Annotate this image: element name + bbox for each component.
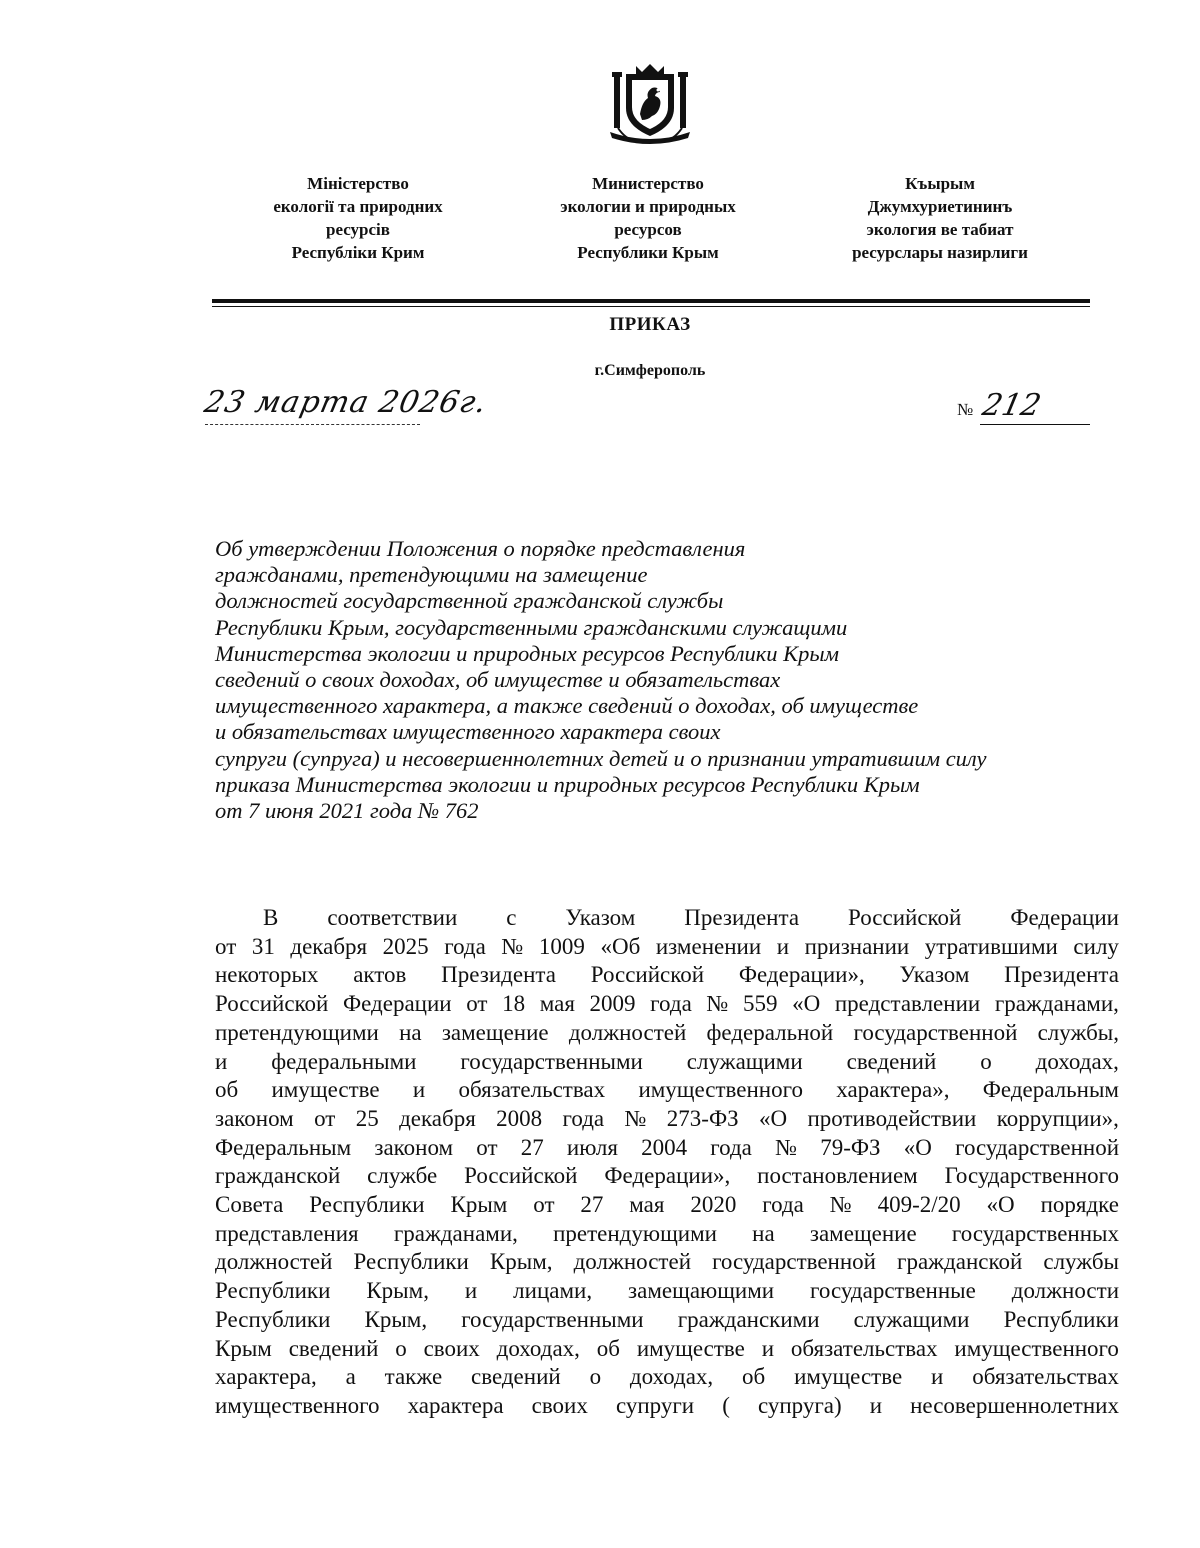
body-line-words	[215, 1363, 1119, 1392]
body-word: замещение	[809, 1220, 917, 1246]
body-word: службы	[1043, 1249, 1119, 1275]
body-line	[215, 1363, 1119, 1392]
body-word: государственными	[460, 1048, 643, 1074]
body-word: некоторых	[215, 962, 319, 988]
body-word: 2004	[641, 1134, 688, 1160]
body-word: года	[762, 1192, 804, 1218]
body-word: о	[980, 1048, 992, 1074]
body-word: федеральной	[706, 1019, 834, 1045]
body-word: Крым,	[366, 1278, 429, 1304]
body-word: государственной	[955, 1134, 1119, 1160]
body-word: Республики	[309, 1192, 425, 1218]
subject-line: супруги (супруга) и несовершеннолетних детей и о признании утратившим силу	[215, 745, 987, 771]
subject-line: от 7 июня 2021 года № 762	[215, 798, 479, 824]
body-word: постановлением	[757, 1163, 918, 1189]
body-word: Президента	[684, 905, 800, 930]
body-word: Государственного	[944, 1163, 1119, 1189]
body-line	[215, 1335, 1119, 1364]
body-word: от	[314, 1105, 336, 1131]
body-word: служащими	[686, 1048, 803, 1074]
subject-line: имущественного характера, а также сведений о доходах, об имуществе	[215, 693, 919, 719]
body-line-words	[215, 1392, 1119, 1421]
body-line-words	[215, 1076, 1119, 1105]
body-word: №	[706, 991, 729, 1017]
body-word: признании	[804, 933, 910, 959]
body-word: имуществе	[271, 1077, 380, 1103]
body-word: 27	[580, 1192, 604, 1218]
body-word: мая	[629, 1192, 665, 1218]
ministry-name-crimean-tatar: Къырым Джумхуриетининъ экология ве табиат ресурслары назирлиги	[852, 174, 1028, 262]
body-word: 1009	[538, 933, 585, 959]
body-line	[215, 1019, 1119, 1048]
body-word: июля	[566, 1134, 618, 1160]
body-word: Республики	[215, 1278, 331, 1304]
body-word: характера	[407, 1392, 504, 1418]
body-word: 18	[502, 991, 526, 1017]
body-word: силу	[1073, 933, 1119, 959]
body-word: с	[506, 905, 517, 930]
document-type-title: ПРИКАЗ	[609, 314, 691, 335]
body-line-words	[215, 1048, 1119, 1077]
body-word: сведений	[471, 1364, 561, 1390]
body-line-words	[215, 990, 1119, 1019]
body-word: характера,	[215, 1364, 317, 1390]
body-word: должностей	[568, 1019, 687, 1045]
body-line-words	[215, 1019, 1119, 1048]
body-word: года	[710, 1134, 752, 1160]
body-line-words	[215, 1248, 1119, 1277]
body-word: гражданами,	[393, 1220, 518, 1246]
body-line	[215, 904, 1119, 933]
body-line-words	[215, 1335, 1119, 1364]
body-line	[215, 1134, 1119, 1163]
body-word: Российской	[590, 962, 705, 988]
body-word: «Об	[600, 933, 641, 959]
body-word: замещение	[441, 1019, 549, 1045]
order-body	[215, 904, 1119, 1421]
body-word: на	[752, 1220, 775, 1246]
body-line-words	[215, 933, 1119, 962]
body-word: мая	[539, 991, 575, 1017]
body-word: должности	[1011, 1278, 1119, 1304]
body-word: супруга)	[757, 1392, 842, 1418]
body-word: Президента	[441, 962, 556, 988]
body-word: «О	[986, 1192, 1015, 1218]
header-divider-thin	[212, 306, 1090, 307]
body-word: В	[263, 905, 279, 930]
body-word: 27	[520, 1134, 544, 1160]
date-underline	[205, 424, 420, 426]
body-word: законом	[374, 1134, 454, 1160]
subject-line: гражданами, претендующими на замещение	[215, 562, 648, 588]
body-word: «О	[903, 1134, 932, 1160]
body-word: Российской	[848, 905, 962, 930]
body-word: должностей	[215, 1249, 333, 1275]
body-word: Российской	[215, 991, 329, 1017]
body-word: 2009	[589, 991, 636, 1017]
body-word: декабря	[399, 1105, 476, 1131]
body-word: о	[589, 1364, 602, 1390]
ministry-name-ukrainian: Міністерство екології та природних ресурсів Республіки Крим	[273, 174, 443, 262]
body-word: об	[596, 1335, 620, 1361]
body-word: гражданскими	[677, 1306, 820, 1332]
body-word: о	[395, 1335, 407, 1361]
body-word: актов	[353, 962, 407, 988]
body-line	[215, 1220, 1119, 1249]
body-word: об	[742, 1364, 766, 1390]
coat-of-arms-icon	[608, 62, 692, 146]
body-word: (	[722, 1392, 730, 1418]
body-word: претендующими	[215, 1019, 379, 1045]
body-word: доходах,	[496, 1335, 580, 1361]
body-word: представлении	[834, 991, 981, 1017]
body-word: государственные	[810, 1278, 976, 1304]
body-word: службе	[367, 1163, 438, 1189]
body-word: 31	[251, 933, 275, 959]
body-word: обязательствах	[458, 1077, 606, 1103]
body-word: государственной	[853, 1019, 1018, 1045]
body-word: доходах,	[629, 1364, 714, 1390]
body-word: а	[345, 1364, 356, 1390]
body-line-words	[215, 1277, 1119, 1306]
body-word: №	[775, 1134, 798, 1160]
handwritten-number: 212	[979, 388, 1044, 423]
body-word: имущественного	[638, 1077, 803, 1103]
subject-line: приказа Министерства экологии и природных ресурсов Республики Крым	[215, 771, 920, 797]
number-label: №	[957, 400, 974, 419]
body-word: имущественного	[954, 1335, 1119, 1361]
body-word: своих	[531, 1392, 588, 1418]
body-word: Крым,	[489, 1249, 553, 1275]
body-word: лицами,	[513, 1278, 593, 1304]
body-word: и	[869, 1392, 883, 1418]
body-word: представления	[215, 1220, 359, 1246]
subject-line: должностей государственной гражданской службы	[215, 588, 724, 614]
body-word: государственных	[951, 1220, 1119, 1246]
body-word: и	[761, 1335, 775, 1361]
body-word: Республики	[353, 1249, 469, 1275]
body-word: доходах,	[1035, 1048, 1119, 1074]
header-divider-thick	[212, 299, 1090, 303]
body-word: претендующими	[553, 1220, 717, 1246]
body-line-words	[215, 961, 1119, 990]
body-word: «О	[792, 991, 821, 1017]
body-line	[215, 1105, 1119, 1134]
body-word: и	[464, 1278, 478, 1304]
body-word: службы,	[1037, 1019, 1119, 1045]
body-word: Российской	[464, 1163, 578, 1189]
body-word: гражданской	[215, 1163, 341, 1189]
body-word: несовершеннолетних	[910, 1392, 1119, 1418]
body-word: своих	[423, 1335, 480, 1361]
body-word: №	[501, 933, 524, 959]
body-line	[215, 1277, 1119, 1306]
body-word: Федерации	[1010, 905, 1119, 930]
body-word: должностей	[573, 1249, 692, 1275]
body-word: обязательствах	[972, 1364, 1119, 1390]
body-word: и	[776, 933, 790, 959]
body-word: замещающими	[628, 1278, 775, 1304]
body-word: года	[444, 933, 486, 959]
body-word: от	[476, 1134, 498, 1160]
body-word: Указом	[899, 962, 970, 988]
body-word: 2008	[496, 1105, 543, 1131]
body-word: и	[215, 1048, 228, 1074]
body-line	[215, 1191, 1119, 1220]
body-word: и	[412, 1077, 426, 1103]
body-line	[215, 1048, 1119, 1077]
body-word: Республики	[215, 1306, 331, 1332]
body-line	[215, 1306, 1119, 1335]
body-line-words	[215, 1134, 1119, 1163]
body-word: супруги	[615, 1392, 695, 1418]
body-word: Федерации	[342, 991, 452, 1017]
subject-line: Об утверждении Положения о порядке представления	[215, 536, 746, 561]
body-word: Совета	[215, 1192, 284, 1218]
body-word: №	[829, 1192, 852, 1218]
body-word: Республики	[1003, 1306, 1119, 1332]
body-word: 559	[742, 991, 778, 1017]
city-name: г.Симферополь	[594, 362, 706, 379]
subject-line: и обязательствах имущественного характера своих	[215, 719, 721, 745]
body-line	[215, 1076, 1119, 1105]
subject-line: Министерства экологии и природных ресурсов Республики Крым	[215, 640, 839, 666]
body-word: сведений	[846, 1048, 937, 1074]
body-line-words	[263, 904, 1119, 933]
body-line-words	[215, 1191, 1119, 1220]
body-word: Президента	[1004, 962, 1119, 988]
body-word: имуществе	[636, 1335, 745, 1361]
body-word: 409-2/20	[877, 1192, 961, 1218]
body-line-words	[215, 1220, 1119, 1249]
body-word: 25	[355, 1105, 379, 1131]
body-word: 2025	[382, 933, 429, 959]
subject-line: Республики Крым, государственными гражданскими служащими	[215, 614, 848, 640]
body-word: характера»,	[836, 1077, 950, 1103]
body-word: имущественного	[215, 1392, 380, 1418]
body-line-words	[215, 1105, 1119, 1134]
body-word: порядке	[1040, 1192, 1119, 1218]
body-word: 273-ФЗ	[666, 1105, 739, 1131]
handwritten-date: 23 марта 2026г.	[201, 385, 491, 420]
body-line	[215, 1392, 1119, 1421]
body-word: государственными	[461, 1306, 644, 1332]
ministry-name-russian: Министерство экологии и природных ресурсов Республики Крым	[560, 174, 736, 262]
body-word: обязательствах	[790, 1335, 938, 1361]
body-line-words	[215, 1306, 1119, 1335]
body-line	[215, 933, 1119, 962]
body-word: декабря	[290, 933, 368, 959]
body-word: противодействии	[807, 1105, 977, 1131]
body-line	[215, 1248, 1119, 1277]
body-word: сведений	[288, 1335, 379, 1361]
body-word: №	[624, 1105, 647, 1131]
body-word: утратившими	[924, 933, 1058, 959]
subject-line: сведений о своих доходах, об имуществе и обязательствах	[215, 667, 781, 693]
body-word: Федерации»,	[604, 1163, 731, 1189]
body-word: об	[215, 1077, 239, 1103]
body-word: «О	[759, 1105, 788, 1131]
body-word: коррупции»,	[996, 1105, 1119, 1131]
body-word: Крым	[215, 1335, 272, 1361]
body-line	[215, 990, 1119, 1019]
body-word: года	[650, 991, 692, 1017]
body-word: соответствии	[327, 905, 458, 930]
body-line	[215, 1162, 1119, 1191]
number-underline	[980, 424, 1090, 425]
body-word: государственной	[712, 1249, 876, 1275]
body-word: служащими	[853, 1306, 970, 1332]
body-word: Крым,	[364, 1306, 428, 1332]
body-line-words	[215, 1162, 1119, 1191]
body-word: законом	[215, 1105, 294, 1131]
order-subject	[215, 536, 1115, 824]
body-word: от	[466, 991, 488, 1017]
body-word: Крым	[450, 1192, 508, 1218]
body-word: федеральными	[271, 1048, 417, 1074]
body-word: 79-ФЗ	[820, 1134, 881, 1160]
body-word: года	[562, 1105, 605, 1131]
body-word: имуществе	[794, 1364, 903, 1390]
body-word: на	[399, 1019, 422, 1045]
body-word: от	[215, 933, 237, 959]
body-word: Федеральным	[215, 1134, 352, 1160]
body-word: также	[384, 1364, 443, 1390]
body-word: 2020	[690, 1192, 737, 1218]
body-word: Федерации»,	[738, 962, 865, 988]
body-word: гражданами,	[994, 991, 1119, 1017]
body-word: гражданской	[897, 1249, 1023, 1275]
body-word: Федеральным	[982, 1077, 1119, 1103]
body-word: Указом	[565, 905, 636, 930]
body-word: от	[533, 1192, 555, 1218]
body-line	[215, 961, 1119, 990]
body-word: изменении	[655, 933, 762, 959]
body-word: и	[931, 1364, 944, 1390]
